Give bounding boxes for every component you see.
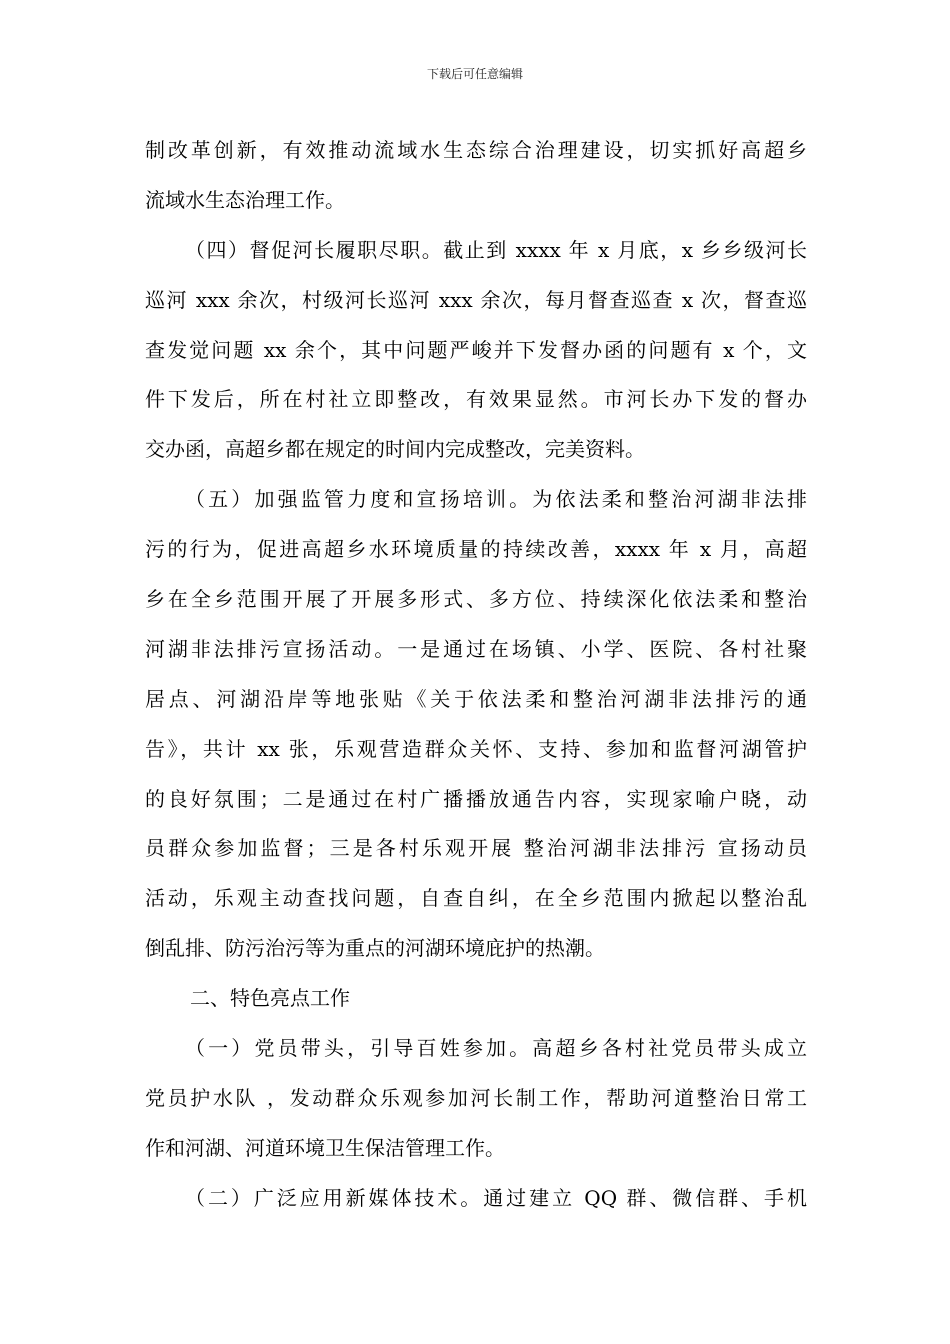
body-line: 件下发后，所在村社立即整改，有效果显然。市河长办下发的督办 [145, 387, 807, 412]
page-header: 下载后可任意编辑 [426, 67, 523, 81]
body-line: （四）督促河长履职尽职。截止到 xxxx 年 x 月底，x 乡乡级河长 [185, 237, 807, 262]
body-line: 制改革创新，有效推动流域水生态综合治理建设，切实抓好高超乡 [145, 138, 807, 162]
body-line: 流域水生态治理工作。 [145, 187, 345, 212]
body-line: （二）广泛应用新媒体技术。通过建立 QQ 群、微信群、手机 [185, 1185, 807, 1210]
body-line: 的良好氛围；二是通过在村广播播放通告内容，实现家喻户晓，动 [145, 786, 807, 811]
body-line: 倒乱排、防污治污等为重点的河湖环境庇护的热潮。 [145, 936, 605, 961]
document-body [145, 126, 807, 1224]
body-line: 作和河湖、河道环境卫生保洁管理工作。 [145, 1135, 505, 1160]
body-line: 活动，乐观主动查找问题，自查自纠，在全乡范围内掀起以整治乱 [145, 886, 807, 911]
section-heading: 二、特色亮点工作 [190, 986, 350, 1011]
body-line: 巡河 xxx 余次，村级河长巡河 xxx 余次，每月督查巡查 x 次，督查巡 [145, 287, 807, 312]
body-line: 乡在全乡范围开展了开展多形式、多方位、持续深化依法柔和整治 [145, 587, 807, 612]
body-line: 查发觉问题 xx 余个，其中问题严峻并下发督办函的问题有 x 个，文 [145, 337, 807, 362]
body-line: 污的行为，促进高超乡水环境质量的持续改善，xxxx 年 x 月，高超 [145, 537, 807, 562]
body-line: 居点、河湖沿岸等地张贴《关于依法柔和整治河湖非法排污的通 [145, 686, 807, 711]
body-line: 交办函，高超乡都在规定的时间内完成整改，完美资料。 [145, 437, 645, 462]
body-line: （五）加强监管力度和宣扬培训。为依法柔和整治河湖非法排 [185, 487, 807, 512]
body-line: 党员护水队 ，发动群众乐观参加河长制工作，帮助河道整治日常工 [145, 1085, 807, 1110]
body-line: 河湖非法排污宣扬活动。一是通过在场镇、小学、医院、各村社聚 [145, 636, 807, 661]
body-line: 告》，共计 xx 张，乐观营造群众关怀、支持、参加和监督河湖管护 [145, 736, 807, 761]
body-line: （一）党员带头，引导百姓参加。高超乡各村社党员带头成立 [185, 1036, 807, 1061]
body-line: 员群众参加监督；三是各村乐观开展 整治河湖非法排污 宣扬动员 [145, 836, 807, 861]
